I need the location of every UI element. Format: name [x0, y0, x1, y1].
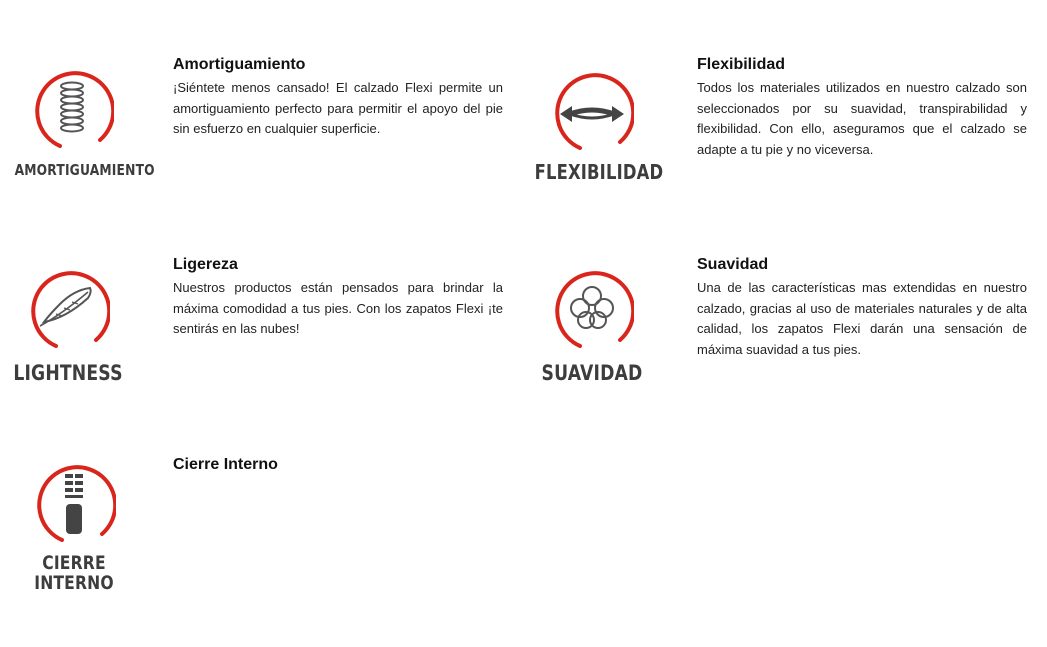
- flexibilidad-badge-label: FLEXIBILIDAD: [534, 160, 664, 184]
- ligereza-text: [173, 256, 503, 340]
- feature-title: Ligereza: [173, 256, 238, 273]
- feature-description: ¡Siéntete menos cansado! El calzado Flexi permite un amortiguamiento perfecto para permitir el apoyo del pie sin esfuerzo en cualquier superficie.: [173, 80, 503, 136]
- amortiguamiento-text: [173, 56, 503, 140]
- cotton-icon: [550, 268, 634, 352]
- feature-description: Nuestros productos están pensados para brindar la máxima comodidad a tus pies. Con los zapatos Flexi ¡te sentirás en las nubes!: [173, 280, 503, 336]
- cierre-interno-badge: [4, 462, 144, 594]
- feature-description: Una de las características mas extendidas en nuestro calzado, gracias al uso de materiales naturales y de alta calidad, los zapatos Flexi darán una sensación de máxima suavidad a tus pies.: [697, 280, 1027, 357]
- feature-title: Amortiguamiento: [173, 56, 306, 73]
- feature-title: Cierre Interno: [173, 456, 278, 473]
- suavidad-badge: [522, 268, 662, 384]
- spring-icon: [30, 68, 114, 152]
- flexibilidad-badge: [522, 70, 662, 183]
- suavidad-text: [697, 256, 1027, 360]
- feather-icon: [26, 268, 110, 352]
- cierre-interno-badge-label-line2: INTERNO: [34, 571, 114, 594]
- zipper-icon: [32, 462, 116, 546]
- feature-description: Todos los materiales utilizados en nuestro calzado son seleccionados por su suavidad, transpirabilidad y flexibilidad. Con ello, aseguramos que el calzado se adapte a tu pie y no viceversa.: [697, 80, 1027, 157]
- ligereza-badge: [0, 268, 138, 384]
- feature-title: Flexibilidad: [697, 56, 786, 73]
- cierre-interno-text: [173, 456, 503, 478]
- flexibilidad-text: [697, 56, 1027, 160]
- cierre-interno-badge-label-line1: CIERRE: [42, 552, 106, 574]
- feature-title: Suavidad: [697, 256, 769, 273]
- ligereza-badge-label: LIGHTNESS: [13, 361, 123, 385]
- amortiguamiento-badge: [2, 68, 155, 179]
- flex-arrows-icon: [550, 70, 634, 154]
- suavidad-badge-label: SUAVIDAD: [541, 361, 643, 385]
- amortiguamiento-badge-label: AMORTIGUAMIENTO: [14, 161, 155, 179]
